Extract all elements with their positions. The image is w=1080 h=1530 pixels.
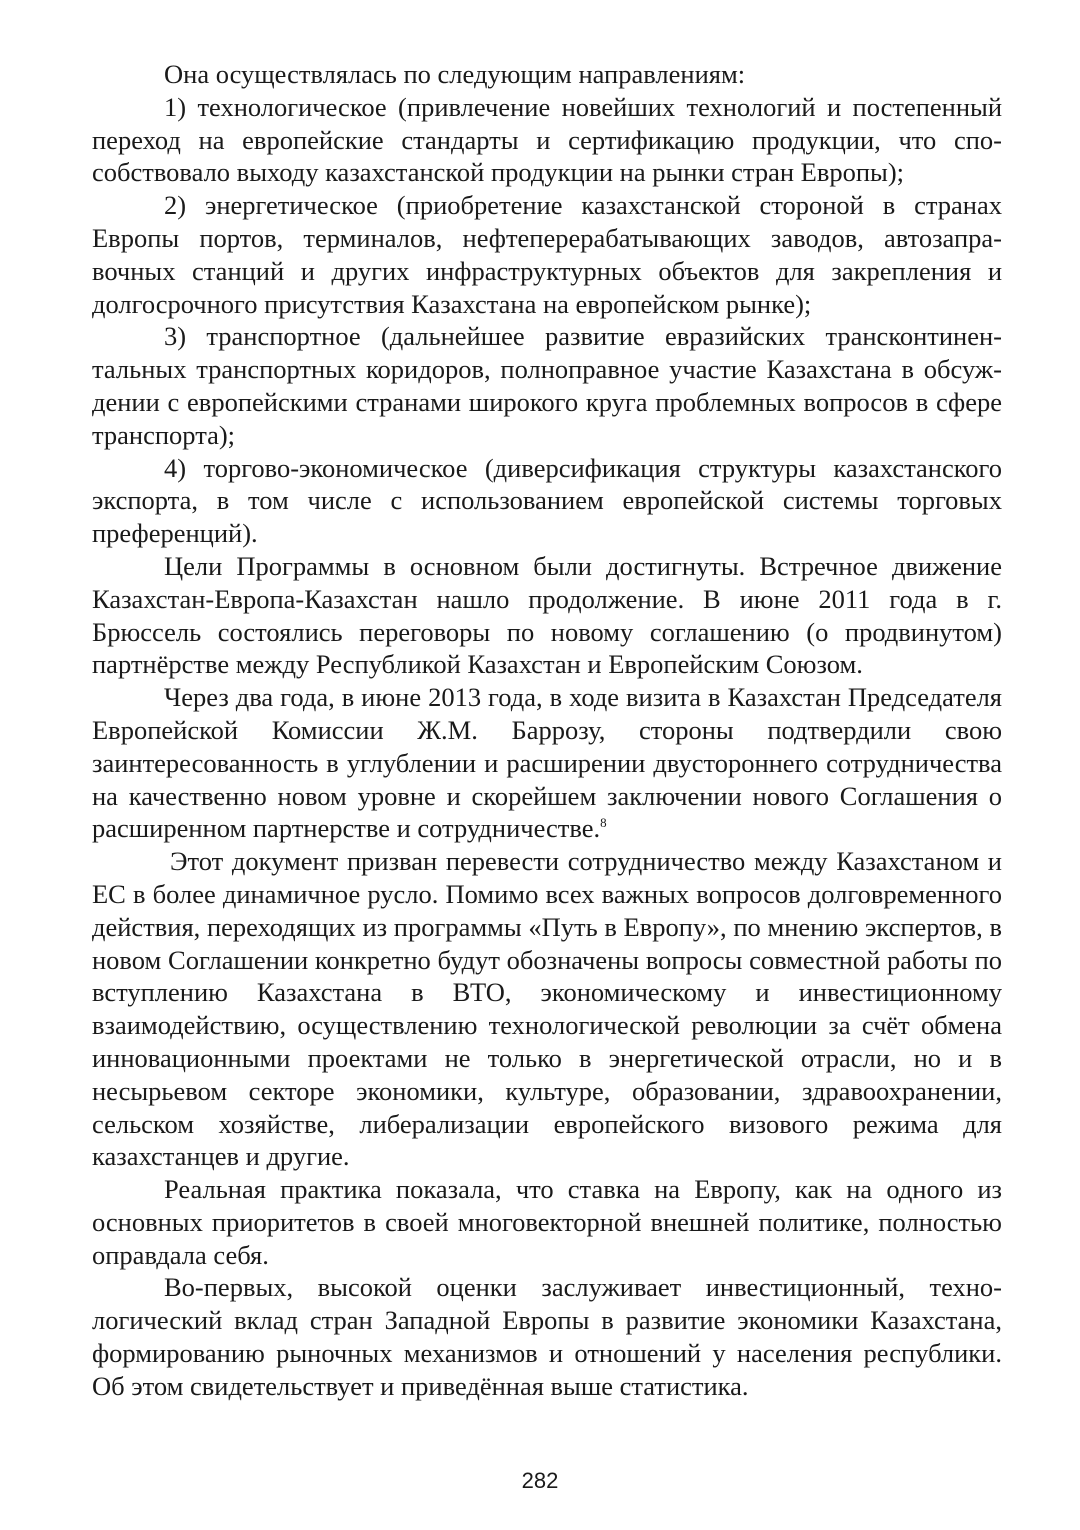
paragraph-barroso-text: Через два года, в июне 2013 года, в ходе визита в Казахстан Председателя Европейской Комиссии Ж.М. Баррозу, стороны подтвердили свою заинтересованность в углублении и расширении двустороннего сотрудничества на качественно новом уровне и скорейшем заключении нового Соглашения о расширенном партнерстве и сотрудничестве. bbox=[92, 682, 1002, 844]
paragraph-energy: 2) энергетическое (приобретение казахстанской стороной в странах Европы портов, терминалов, нефтеперерабатывающих заводов, автозаправочных станций и других инфраструктурных объектов для закрепления и долгосрочного присутствия Казахстана на европейском рынке); bbox=[92, 190, 1002, 319]
paragraph-barroso-visit bbox=[92, 681, 1002, 845]
page-body bbox=[92, 58, 1002, 1403]
paragraph-technological: 1) технологическое (привлечение новейших технологий и постепенный переход на европейские стандарты и сертификацию продукции, что способствовало выходу казахстанской продукции на рынки стран Европы); bbox=[92, 91, 1002, 188]
paragraph-trade-economic: 4) торгово-экономическое (диверсификация структуры казахстанского экспорта, в том числе с использованием европейской системы торговых преференций). bbox=[92, 452, 1002, 549]
paragraph-program-goals: Цели Программы в основном были достигнуты. Встречное движение Казахстан-Европа-Казахстан нашло продолжение. В июне 2011 года в г. Брюссель состоялись переговоры по новому соглашению (о продвинутом) партнёрстве между Республикой Казахстан и Европейским Союзом. bbox=[92, 550, 1002, 680]
paragraph-firstly: Во-первых, высокой оценки заслуживает инвестиционный, технологический вклад стран Западной Европы в развитие экономики Казахстана, формированию рыночных механизмов и отношений у населения республики. Об этом свидетельствует и приведённая выше статистика. bbox=[92, 1272, 1002, 1401]
page-number: 282 bbox=[521, 1468, 559, 1493]
paragraph-agreement: Этот документ призван перевести сотрудничество между Казахстаном и ЕС в более динамичное русло. Помимо всех важных вопросов долговременного действия, переходящих из программы «Путь в Европу», по мнению экспертов, в новом Соглашении конкретно будут обозначены вопросы совместной работы по вступлению Казахстана в ВТО, экономическому и инвестиционному взаимодействию, осуществлению технологической революции за счёт обмена инновационными проектами не только в энергетической отрасли, но и в несырьевом секторе экономики, культуре, образовании, здравоохранении, сельском хозяйстве, либерализации европейского визового режима для казахстанцев и другие. bbox=[92, 846, 1002, 1172]
footnote-reference[interactable]: 8 bbox=[600, 815, 607, 831]
paragraph-transport: 3) транспортное (дальнейшее развитие евразийских трансконтинентальных транспортных коридоров, полноправное участие Казахстана в обсуждении с европейскими странами широкого круга проблемных вопросов в сфере транспорта); bbox=[92, 321, 1002, 450]
paragraph-intro: Она осуществлялась по следующим направлениям: bbox=[164, 59, 746, 89]
paragraph-practice: Реальная практика показала, что ставка на Европу, как на одного из основных приоритетов в своей многовекторной внешней политике, полностью оправдала себя. bbox=[92, 1174, 1002, 1270]
